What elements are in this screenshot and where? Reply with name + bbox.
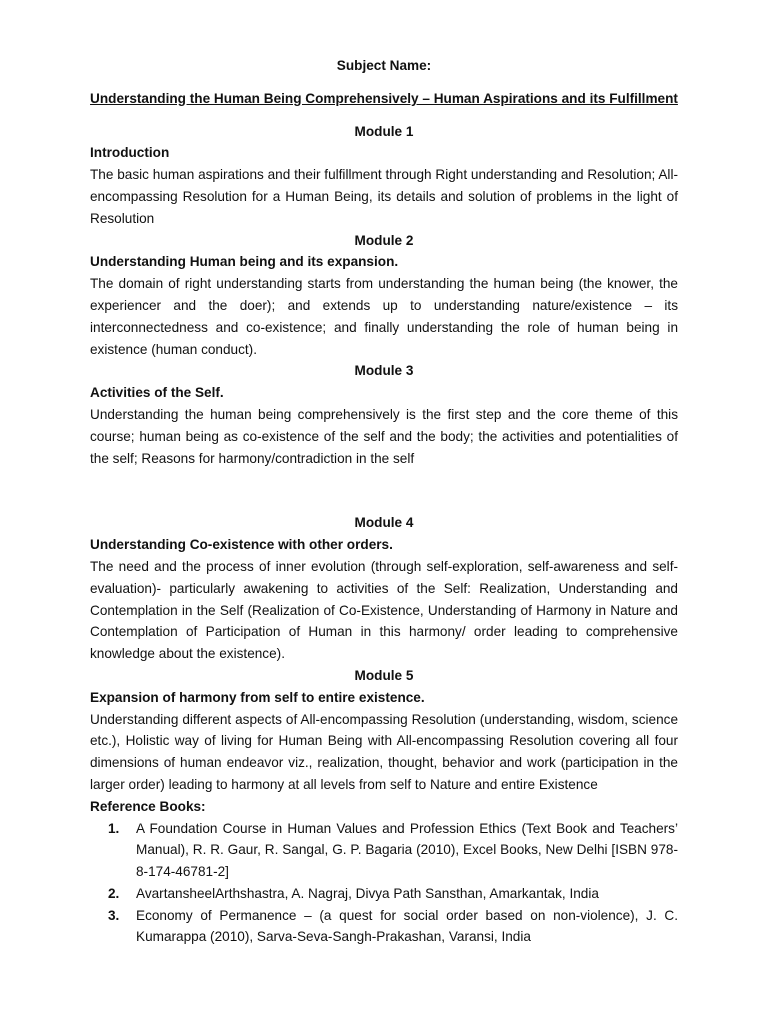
reference-number: 2. <box>108 885 120 901</box>
module-5 <box>90 665 678 796</box>
module-body: Understanding the human being comprehensively is the first step and the core theme of this course; human being as co-existence of the self and the body; the activities and potentialities of the self; Reasons for harmony/contradiction in the self <box>90 406 678 466</box>
module-body: The need and the process of inner evolution (through self-exploration, self-awareness and self-evaluation)- particularly awakening to activities of the Self: Realization, Understanding and Contemplation in the Self (Realization of Co-Existence, Understanding of Harmony in Nature and Contemplation of Participation of Human in this harmony/ order leading to comprehensive knowledge about the existence). <box>90 558 678 662</box>
reference-books <box>90 796 678 949</box>
module-heading: Module 3 <box>354 363 414 379</box>
module-heading: Module 1 <box>354 123 414 139</box>
reference-number: 3. <box>108 907 120 923</box>
subject-title: Understanding the Human Being Comprehensively – Human Aspirations and its Fulfillment <box>90 90 678 106</box>
module-3 <box>90 360 678 469</box>
module-title: Understanding Co-existence with other orders. <box>90 537 393 553</box>
reference-list <box>90 818 678 949</box>
reference-text: A Foundation Course in Human Values and Profession Ethics (Text Book and Teachers’ Manual), R. R. Gaur, R. Sangal, G. P. Bagaria (2010), Excel Books, New Delhi [ISBN 978-8-174-46781-2] <box>136 820 678 880</box>
reference-text: Economy of Permanence – (a quest for social order based on non-violence), J. C. Kumarappa (2010), Sarva-Seva-Sangh-Prakashan, Varansi, India <box>136 907 678 945</box>
module-heading: Module 5 <box>354 667 414 683</box>
module-title: Activities of the Self. <box>90 385 224 401</box>
module-heading: Module 2 <box>354 232 414 248</box>
module-title: Understanding Human being and its expansion. <box>90 254 399 270</box>
subject-label: Subject Name: <box>336 58 432 73</box>
reference-item <box>90 883 678 905</box>
module-body: The domain of right understanding starts from understanding the human being (the knower, the experiencer and the doer); and extends up to understanding nature/existence – its interconnectedness and co-existence; and finally understanding the role of human being in existence (human conduct). <box>90 276 678 357</box>
module-body: Understanding different aspects of All-encompassing Resolution (understanding, wisdom, science etc.), Holistic way of living for Human Being with All-encompassing Resolution covering all four dimensions of human endeavor viz., realization, thought, behavior and work (participation in the larger order) leading to harmony at all levels from self to Nature and entire Existence <box>90 711 678 792</box>
module-body: The basic human aspirations and their fulfillment through Right understanding and Resolution; All-encompassing Resolution for a Human Being, its details and solution of problems in the light of Resolution <box>90 167 678 226</box>
reference-text: AvartansheelArthshastra, A. Nagraj, Divya Path Sansthan, Amarkantak, India <box>136 885 599 901</box>
references-heading: Reference Books: <box>90 798 206 814</box>
module-title: Expansion of harmony from self to entire existence. <box>90 689 425 705</box>
reference-item <box>90 905 678 949</box>
module-title: Introduction <box>90 145 170 161</box>
module-heading: Module 4 <box>354 515 414 531</box>
reference-item <box>90 818 678 883</box>
module-1 <box>90 121 678 230</box>
module-2 <box>90 230 678 361</box>
reference-number: 1. <box>108 820 120 836</box>
module-4 <box>90 512 678 665</box>
document-content <box>90 55 678 948</box>
